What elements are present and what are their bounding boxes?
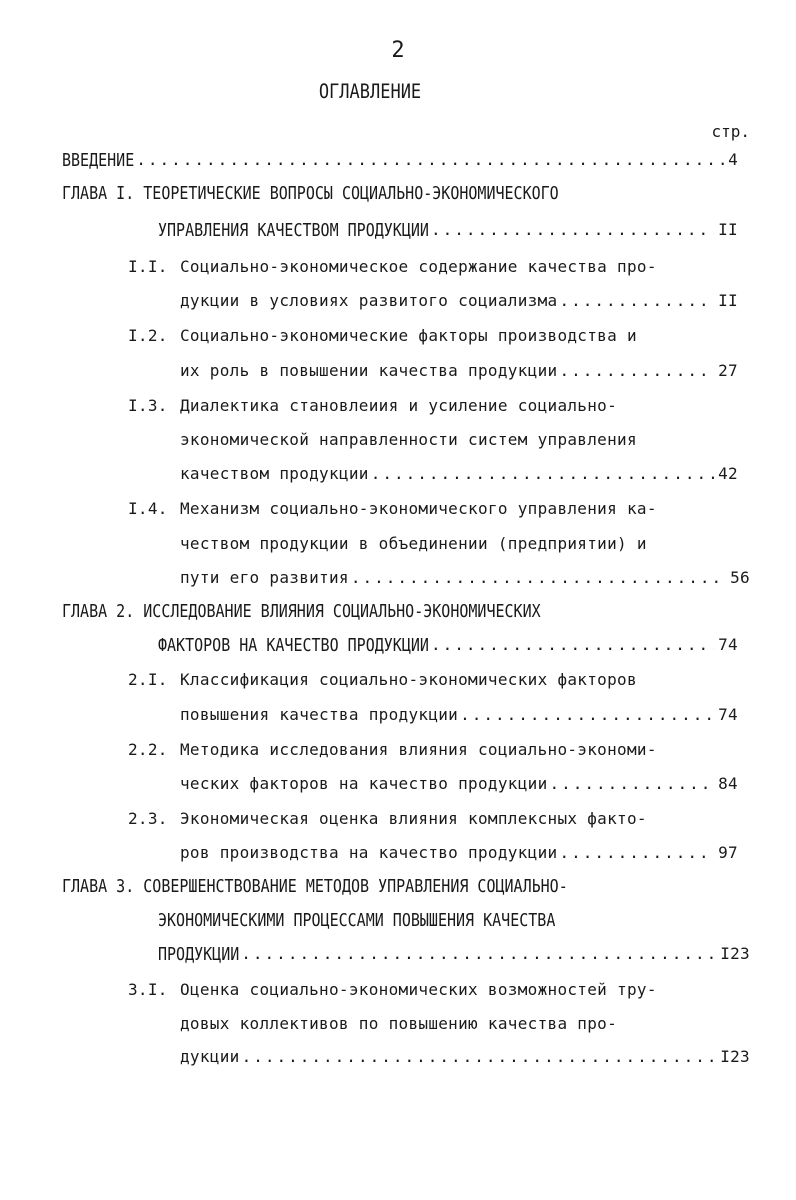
toc-entry-title: ПРОДУКЦИИ	[158, 943, 240, 965]
toc-entry-title: повышения качества продукции	[180, 705, 459, 724]
toc-entry-page: 84	[718, 774, 738, 793]
chapter-title-line: ГЛАВА I. ТЕОРЕТИЧЕСКИЕ ВОПРОСЫ СОЦИАЛЬНО-ЭКОНОМИЧЕСКОГО	[62, 182, 559, 204]
dot-leader	[550, 774, 715, 793]
toc-entry-chapter-1	[158, 220, 738, 239]
toc-subsection-line	[128, 670, 637, 689]
toc-entry-title: ВВЕДЕНИЕ	[62, 149, 135, 171]
toc-entry-page: I23	[720, 944, 750, 963]
toc-entry-title: пути его развития	[180, 568, 349, 587]
dot-leader	[431, 220, 714, 239]
toc-subsection-line: чеством продукции в объединении (предприятии) и	[180, 534, 647, 553]
section-number: I.2.	[128, 326, 168, 345]
toc-entry-1-3	[180, 464, 738, 483]
toc-entry-title: их роль в повышении качества продукции	[180, 361, 558, 380]
dot-leader	[431, 635, 714, 654]
section-number: I.3.	[128, 396, 168, 415]
toc-subsection-line: экономической направленности систем управления	[180, 430, 637, 449]
toc-subsection-line	[128, 257, 657, 276]
toc-entry-3-1	[180, 1047, 750, 1066]
toc-entry-title: дукции в условиях развитого социализма	[180, 291, 558, 310]
toc-entry-page: II	[718, 220, 738, 239]
chapter-title-line: ГЛАВА 2. ИССЛЕДОВАНИЕ ВЛИЯНИЯ СОЦИАЛЬНО-ЭКОНОМИЧЕСКИХ	[62, 600, 541, 622]
section-title: Оценка социально-экономических возможностей тру-	[180, 980, 657, 999]
dot-leader	[559, 291, 714, 310]
chapter-title-line: ЭКОНОМИЧЕСКИМИ ПРОЦЕССАМИ ПОВЫШЕНИЯ КАЧЕСТВА	[158, 909, 556, 931]
toc-entry-2-3	[180, 843, 738, 862]
section-title: Методика исследования влияния социально-экономи-	[180, 740, 657, 759]
section-title: Социально-экономическое содержание качества про-	[180, 257, 657, 276]
section-title: Социально-экономические факторы производства и	[180, 326, 637, 345]
toc-subsection-line	[128, 326, 637, 345]
section-title: Механизм социально-экономического управления ка-	[180, 499, 657, 518]
toc-entry-title: ФАКТОРОВ НА КАЧЕСТВО ПРОДУКЦИИ	[158, 634, 429, 656]
toc-entry-page: 97	[718, 843, 738, 862]
section-number: 2.I.	[128, 670, 168, 689]
toc-entry-page: I23	[720, 1047, 750, 1066]
toc-subsection-line	[128, 499, 657, 518]
toc-entry-intro	[62, 150, 738, 169]
page-title: ОГЛАВЛЕНИЕ	[318, 80, 422, 104]
toc-entry-page: 4	[728, 150, 738, 169]
toc-subsection-line	[128, 809, 647, 828]
dot-leader	[241, 944, 716, 963]
section-number: 2.3.	[128, 809, 168, 828]
dot-leader	[460, 705, 714, 724]
toc-entry-1-1	[180, 291, 738, 310]
section-number: 2.2.	[128, 740, 168, 759]
section-title: Экономическая оценка влияния комплексных факто-	[180, 809, 647, 828]
page-column-label: стр.	[711, 122, 750, 141]
dot-leader	[242, 1047, 721, 1066]
toc-entry-page: 74	[718, 635, 738, 654]
toc-entry-title: ров производства на качество продукции	[180, 843, 558, 862]
toc-entry-title: дукции	[180, 1047, 240, 1066]
toc-entry-page: 74	[718, 705, 738, 724]
toc-entry-title: ческих факторов на качество продукции	[180, 774, 548, 793]
section-number: I.I.	[128, 257, 168, 276]
dot-leader	[351, 568, 726, 587]
chapter-title-line: ГЛАВА 3. СОВЕРШЕНСТВОВАНИЕ МЕТОДОВ УПРАВЛЕНИЯ СОЦИАЛЬНО-	[62, 875, 568, 897]
dot-leader	[371, 464, 714, 483]
toc-subsection-line	[128, 396, 617, 415]
toc-entry-page: 56	[730, 568, 750, 587]
toc-entry-title: УПРАВЛЕНИЯ КАЧЕСТВОМ ПРОДУКЦИИ	[158, 219, 429, 241]
toc-entry-2-1	[180, 705, 738, 724]
toc-subsection-line	[128, 740, 657, 759]
dot-leader	[136, 150, 724, 169]
toc-entry-title: качеством продукции	[180, 464, 369, 483]
dot-leader	[559, 843, 714, 862]
toc-entry-page: 42	[718, 464, 738, 483]
toc-entry-2-2	[180, 774, 738, 793]
toc-entry-chapter-3	[158, 944, 750, 963]
page-number: 2	[391, 38, 405, 63]
toc-subsection-line	[128, 980, 657, 999]
section-number: I.4.	[128, 499, 168, 518]
section-number: 3.I.	[128, 980, 168, 999]
toc-entry-1-2	[180, 361, 738, 380]
section-title: Диалектика становлеиия и усиление социально-	[180, 396, 618, 415]
toc-subsection-line: довых коллективов по повышению качества про-	[180, 1014, 618, 1033]
toc-entry-page: 27	[718, 361, 738, 380]
toc-entry-1-4	[180, 568, 750, 587]
section-title: Классификация социально-экономических факторов	[180, 670, 637, 689]
toc-entry-page: II	[718, 291, 738, 310]
dot-leader	[559, 361, 714, 380]
toc-entry-chapter-2	[158, 635, 738, 654]
